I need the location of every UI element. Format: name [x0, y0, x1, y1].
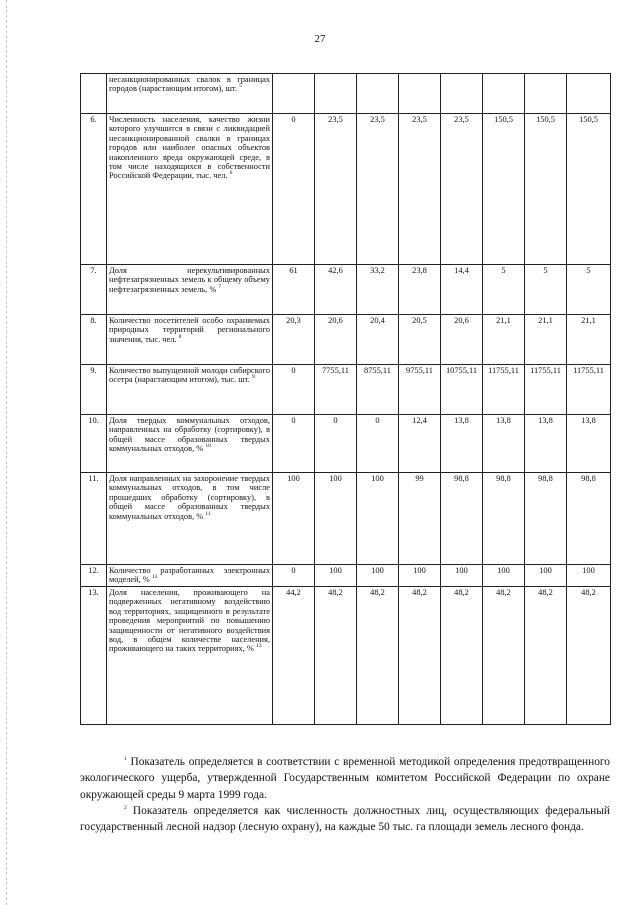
row-number: 13.: [81, 587, 107, 725]
indicator-text: Количество разработанных электронных моделей, %: [109, 566, 270, 585]
value-cell: 48,2: [399, 587, 441, 725]
table-row: [81, 587, 611, 725]
value-cell: 150,5: [525, 114, 567, 265]
value-cell: 150,5: [567, 114, 611, 265]
table-row: [81, 473, 611, 565]
value-cell: 20,6: [441, 315, 483, 365]
value-cell: 7755,11: [315, 365, 357, 415]
value-cell: 100: [357, 565, 399, 587]
value-cell: 98,8: [483, 473, 525, 565]
value-cell: [525, 74, 567, 114]
value-cell: 48,2: [483, 587, 525, 725]
footnote-ref: 6: [229, 170, 233, 177]
table-row: [81, 315, 611, 365]
value-cell: 0: [273, 114, 315, 265]
value-cell: 48,2: [441, 587, 483, 725]
indicator-text: Доля нерекультивированных нефтезагрязненных земель к общему объему нефтезагрязненных земель, %: [109, 266, 270, 294]
value-cell: 11755,11: [567, 365, 611, 415]
value-cell: 10755,11: [441, 365, 483, 415]
value-cell: 0: [273, 565, 315, 587]
value-cell: 21,1: [483, 315, 525, 365]
row-number: 8.: [81, 315, 107, 365]
row-number: 6.: [81, 114, 107, 265]
row-number: 12.: [81, 565, 107, 587]
value-cell: 20,3: [273, 315, 315, 365]
footnote-ref: 7: [218, 284, 222, 291]
footnote-ref: 12: [151, 574, 158, 581]
value-cell: [273, 74, 315, 114]
value-cell: 23,8: [399, 265, 441, 315]
indicators-table: [80, 73, 611, 725]
value-cell: [357, 74, 399, 114]
indicator-text: Доля направленных на захоронение твердых коммунальных отходов, в том числе прошедших обработку (сортировку), в общей массе образованных твердых коммунальных отходов, %: [109, 474, 270, 521]
value-cell: 0: [273, 365, 315, 415]
value-cell: [315, 74, 357, 114]
value-cell: 0: [315, 415, 357, 473]
indicator-description: [107, 587, 273, 725]
value-cell: 100: [567, 565, 611, 587]
footnote-ref: 11: [205, 510, 211, 517]
value-cell: 98,8: [567, 473, 611, 565]
value-cell: 100: [483, 565, 525, 587]
footnote-text: Показатель определяется в соответствии с временной методикой определения предотвращенного экологического ущерба, утвержденной Государственным комитетом Российской Федерации по охране окружающей среды 9 марта 1999 года.: [80, 756, 610, 801]
indicator-text: Численность населения, качество жизни которого улучшится в связи с ликвидацией несанкционированной свалки в границах городов или наиболее опасных объектов накопленного вреда окружающей среде, в том числе находящихся в собственности Российской Федерации, тыс. чел.: [109, 115, 270, 181]
value-cell: 5: [525, 265, 567, 315]
value-cell: 13,8: [441, 415, 483, 473]
table-row: [81, 365, 611, 415]
value-cell: 48,2: [567, 587, 611, 725]
value-cell: 100: [399, 565, 441, 587]
indicator-text: Доля населения, проживающего на подверженных негативному воздействию вод территориях, защищенного в результате проведения мероприятий по повышению защищенности от негативного воздействия вод, в общем количестве населения, проживающего на таких территориях, %: [109, 588, 270, 654]
value-cell: 12,4: [399, 415, 441, 473]
footnote: [80, 803, 610, 836]
value-cell: 23,5: [357, 114, 399, 265]
value-cell: 21,1: [567, 315, 611, 365]
value-cell: 44,2: [273, 587, 315, 725]
value-cell: 100: [273, 473, 315, 565]
footnote-ref: 8: [178, 334, 182, 341]
value-cell: 150,5: [483, 114, 525, 265]
value-cell: 100: [315, 565, 357, 587]
value-cell: 98,8: [525, 473, 567, 565]
footnote-ref: 10: [205, 443, 211, 450]
value-cell: 13,8: [567, 415, 611, 473]
value-cell: 8755,11: [357, 365, 399, 415]
indicator-description: [107, 315, 273, 365]
indicator-description: [107, 415, 273, 473]
row-number: 11.: [81, 473, 107, 565]
indicator-description: [107, 114, 273, 265]
value-cell: 21,1: [525, 315, 567, 365]
indicator-text: несанкционированных свалок в границах городов (нарастающим итогом), шт.: [109, 75, 270, 94]
value-cell: 33,2: [357, 265, 399, 315]
row-number: 7.: [81, 265, 107, 315]
indicator-description: [107, 365, 273, 415]
indicator-text: Количество посетителей особо охраняемых природных территорий регионального значения, тыс. чел.: [109, 316, 270, 344]
value-cell: 100: [357, 473, 399, 565]
value-cell: [483, 74, 525, 114]
footnote-ref: 13: [255, 643, 262, 650]
value-cell: 9755,11: [399, 365, 441, 415]
value-cell: 0: [273, 415, 315, 473]
footnote-mark: 2: [124, 805, 127, 812]
footnote-ref: 9: [251, 374, 255, 381]
value-cell: 42,6: [315, 265, 357, 315]
value-cell: 20,6: [315, 315, 357, 365]
value-cell: 100: [525, 565, 567, 587]
value-cell: 98,8: [441, 473, 483, 565]
value-cell: [399, 74, 441, 114]
table-row: [81, 415, 611, 473]
value-cell: 99: [399, 473, 441, 565]
table-row: [81, 565, 611, 587]
value-cell: 11755,11: [483, 365, 525, 415]
row-number: [81, 74, 107, 114]
value-cell: 100: [441, 565, 483, 587]
table-row: [81, 74, 611, 114]
table-row: [81, 265, 611, 315]
row-number: 10.: [81, 415, 107, 473]
value-cell: [567, 74, 611, 114]
value-cell: 61: [273, 265, 315, 315]
value-cell: 14,4: [441, 265, 483, 315]
indicator-description: [107, 74, 273, 114]
row-number: 9.: [81, 365, 107, 415]
indicator-text: Количество выпущенной молоди сибирского осетра (нарастающим итогом), тыс. шт.: [109, 366, 270, 385]
value-cell: 20,5: [399, 315, 441, 365]
indicator-text: Доля твердых коммунальных отходов, направленных на обработку (сортировку), в общей массе образованных твердых коммунальных отходов, %: [109, 416, 270, 454]
value-cell: 23,5: [441, 114, 483, 265]
value-cell: 23,5: [315, 114, 357, 265]
value-cell: 0: [357, 415, 399, 473]
value-cell: 5: [483, 265, 525, 315]
value-cell: [441, 74, 483, 114]
footnote-ref: 5: [239, 83, 242, 90]
value-cell: 100: [315, 473, 357, 565]
indicator-description: [107, 265, 273, 315]
value-cell: 23,5: [399, 114, 441, 265]
value-cell: 20,4: [357, 315, 399, 365]
footnote-text: Показатель определяется как численность должностных лиц, осуществляющих федеральный государственный лесной надзор (лесную охрану), на каждые 50 тыс. га площади земель лесного фонда.: [80, 804, 610, 834]
footnote-mark: 1: [124, 756, 127, 763]
indicator-description: [107, 473, 273, 565]
scan-edge: [6, 0, 8, 905]
value-cell: 11755,11: [525, 365, 567, 415]
value-cell: 13,8: [525, 415, 567, 473]
indicator-description: [107, 565, 273, 587]
value-cell: 48,2: [525, 587, 567, 725]
table-row: [81, 114, 611, 265]
value-cell: 48,2: [315, 587, 357, 725]
footnote: [80, 754, 610, 803]
page-number: 27: [314, 33, 326, 45]
value-cell: 48,2: [357, 587, 399, 725]
value-cell: 5: [567, 265, 611, 315]
value-cell: 13,8: [483, 415, 525, 473]
footnotes: [80, 754, 610, 835]
